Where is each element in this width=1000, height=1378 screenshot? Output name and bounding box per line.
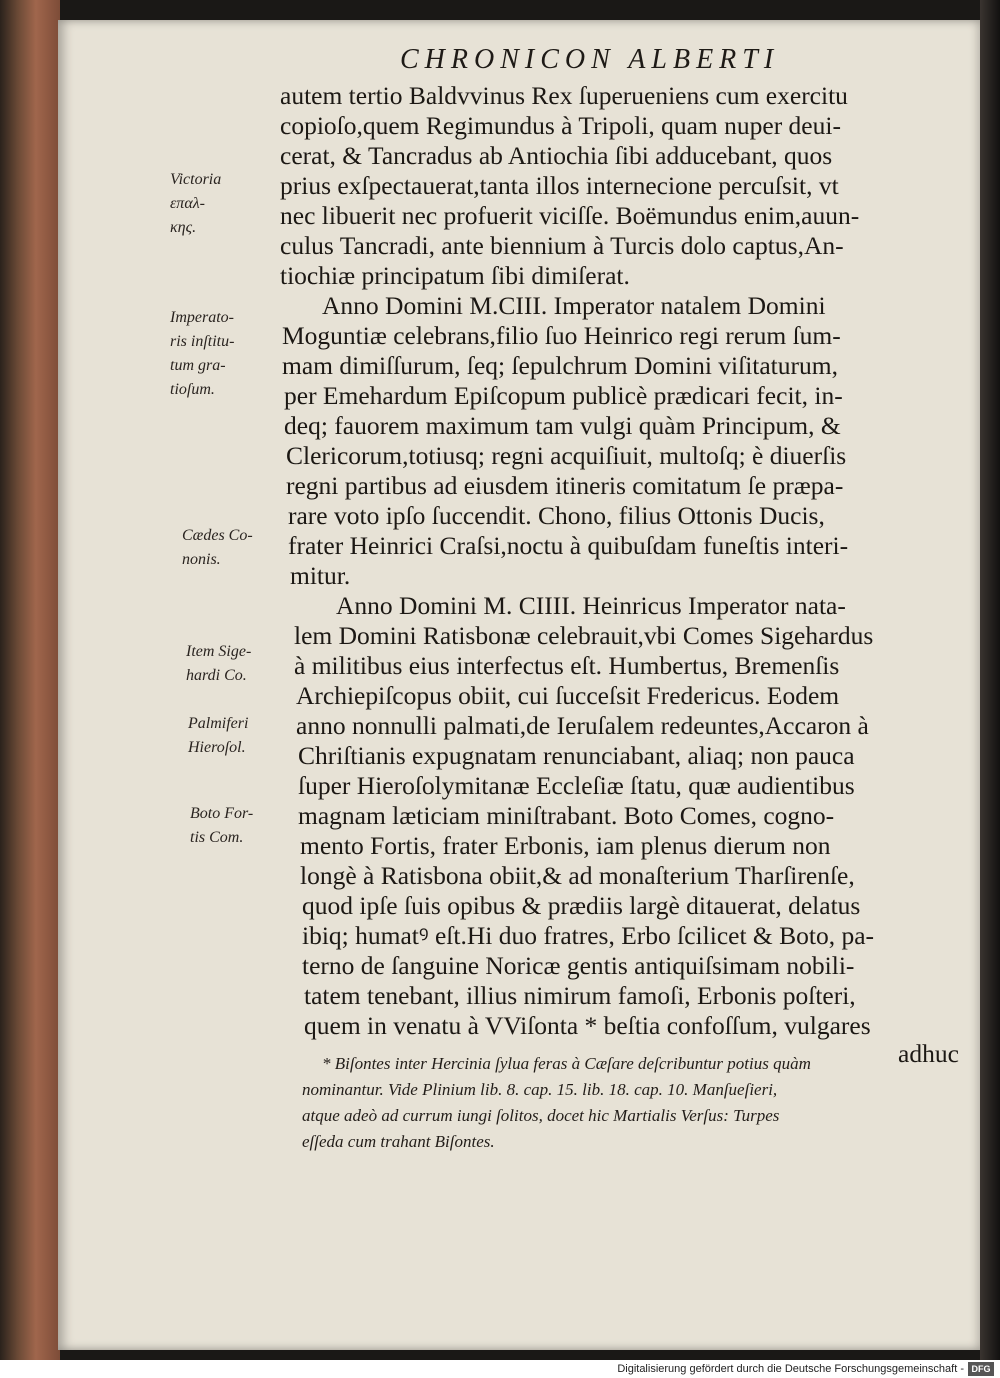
- dfg-logo-icon: DFG: [968, 1362, 994, 1376]
- footer-bar: [0, 1360, 1000, 1378]
- text-line: cerat, & Tancradus ab Antiochia ſibi adducebant, quos: [280, 141, 833, 170]
- footnote-line: eſſeda cum trahant Biſontes.: [302, 1132, 495, 1151]
- margin-gloss: Boto For- tis Com.: [190, 805, 254, 846]
- text-line: à militibus eius interfectus eſt. Humbertus, Bremenſis: [294, 651, 840, 680]
- text-line: quod ipſe ſuis opibus & prædiis largè ditauerat, delatus: [302, 891, 861, 920]
- text-line: Anno Domini M. CIIII. Heinricus Imperator nata-: [336, 591, 846, 620]
- text-line: mento Fortis, frater Erbonis, iam plenus dierum non: [300, 831, 831, 860]
- text-line: mam dimiſſurum, ſeq; ſepulchrum Domini viſitaturum,: [282, 351, 838, 380]
- footnote-line: nominantur. Vide Plinium lib. 8. cap. 15. lib. 18. cap. 10. Manſueſieri,: [302, 1080, 778, 1099]
- text-line: per Emehardum Epiſcopum publicè prædicari fecit, in-: [284, 381, 843, 410]
- running-head: CHRONICON ALBERTI: [400, 44, 780, 75]
- margin-gloss: Palmiferi Hieroſol.: [188, 715, 249, 756]
- text-line: ſuper Hieroſolymitanæ Eccleſiæ ſtatu, quæ audientibus: [298, 771, 855, 800]
- footnote-line: atque adeò ad currum iungi ſolitos, docet hic Martialis Verſus: Turpes: [302, 1106, 780, 1125]
- text-line: longè à Ratisbona obiit,& ad monaſterium Tharſirenſe,: [300, 861, 855, 890]
- text-line: quem in venatu à VViſonta * beſtia confoſſum, vulgares: [304, 1011, 871, 1040]
- footer-credit: Digitalisierung gefördert durch die Deutsche Forschungsgemeinschaft -: [617, 1363, 964, 1375]
- text-line: prius exſpectauerat,tanta illos internecione percuſsit, vt: [280, 171, 839, 200]
- text-line: lem Domini Ratisbonæ celebrauit,vbi Comes Sigehardus: [294, 621, 874, 650]
- text-line: rare voto ipſo ſuccendit. Chono, filius Ottonis Ducis,: [288, 501, 825, 530]
- margin-gloss: Victoria επαλ- κης.: [170, 171, 222, 236]
- text-line: adhuc: [898, 1039, 959, 1068]
- text-line: culus Tancradi, ante biennium à Turcis dolo captus,An-: [280, 231, 844, 260]
- margin-gloss: Cædes Co- nonis.: [182, 527, 253, 568]
- text-line: tiochiæ principatum ſibi dimiſerat.: [280, 261, 630, 290]
- footnote-line: * Biſontes inter Hercinia ſylua feras à Cæſare deſcribuntur potius quàm: [322, 1054, 811, 1073]
- text-line: Chriſtianis expugnatam renunciabant, aliaq; non pauca: [298, 741, 855, 770]
- text-line: Moguntiæ celebrans,filio ſuo Heinrico regi rerum ſum-: [282, 321, 841, 350]
- text-line: Archiepiſcopus obiit, cui ſucceſsit Fredericus. Eodem: [296, 681, 840, 710]
- text-line: nec libuerit nec profuerit viciſſe. Boëmundus enim,auun-: [280, 201, 860, 230]
- text-line: autem tertio Baldvvinus Rex ſuperueniens cum exercitu: [280, 81, 848, 110]
- text-line: regni partibus ad eiusdem itineris comitatum ſe præpa-: [286, 471, 844, 500]
- text-line: ibiq; humatꝰ eſt.Hi duo fratres, Erbo ſcilicet & Boto, pa-: [302, 921, 875, 950]
- text-line: tatem tenebant, illius nimirum famoſi, Erbonis poſteri,: [304, 981, 856, 1010]
- text-line: Anno Domini M.CIII. Imperator natalem Domini: [322, 291, 826, 320]
- margin-gloss: Item Sige- hardi Co.: [186, 643, 252, 684]
- text-line: copioſo,quem Regimundus à Tripoli, quam nuper deui-: [280, 111, 841, 140]
- text-line: frater Heinrici Craſsi,noctu à quibuſdam funeſtis interi-: [288, 531, 849, 560]
- text-line: magnam læticiam miniſtrabant. Boto Comes, cogno-: [298, 801, 835, 830]
- text-line: mitur.: [290, 561, 351, 590]
- text-line: Clericorum,totiusq; regni acquiſiuit, multoſq; è diuerſis: [286, 441, 847, 470]
- text-line: deq; fauorem maximum tam vulgi quàm Principum, &: [284, 411, 841, 440]
- text-line: anno nonnulli palmati,de Ieruſalem redeuntes,Accaron à: [296, 711, 869, 740]
- margin-gloss: Imperato- ris inſtitu- tum gra- tioſum.: [170, 309, 235, 398]
- text-line: terno de ſanguine Noricæ gentis antiquiſsimam nobili-: [302, 951, 855, 980]
